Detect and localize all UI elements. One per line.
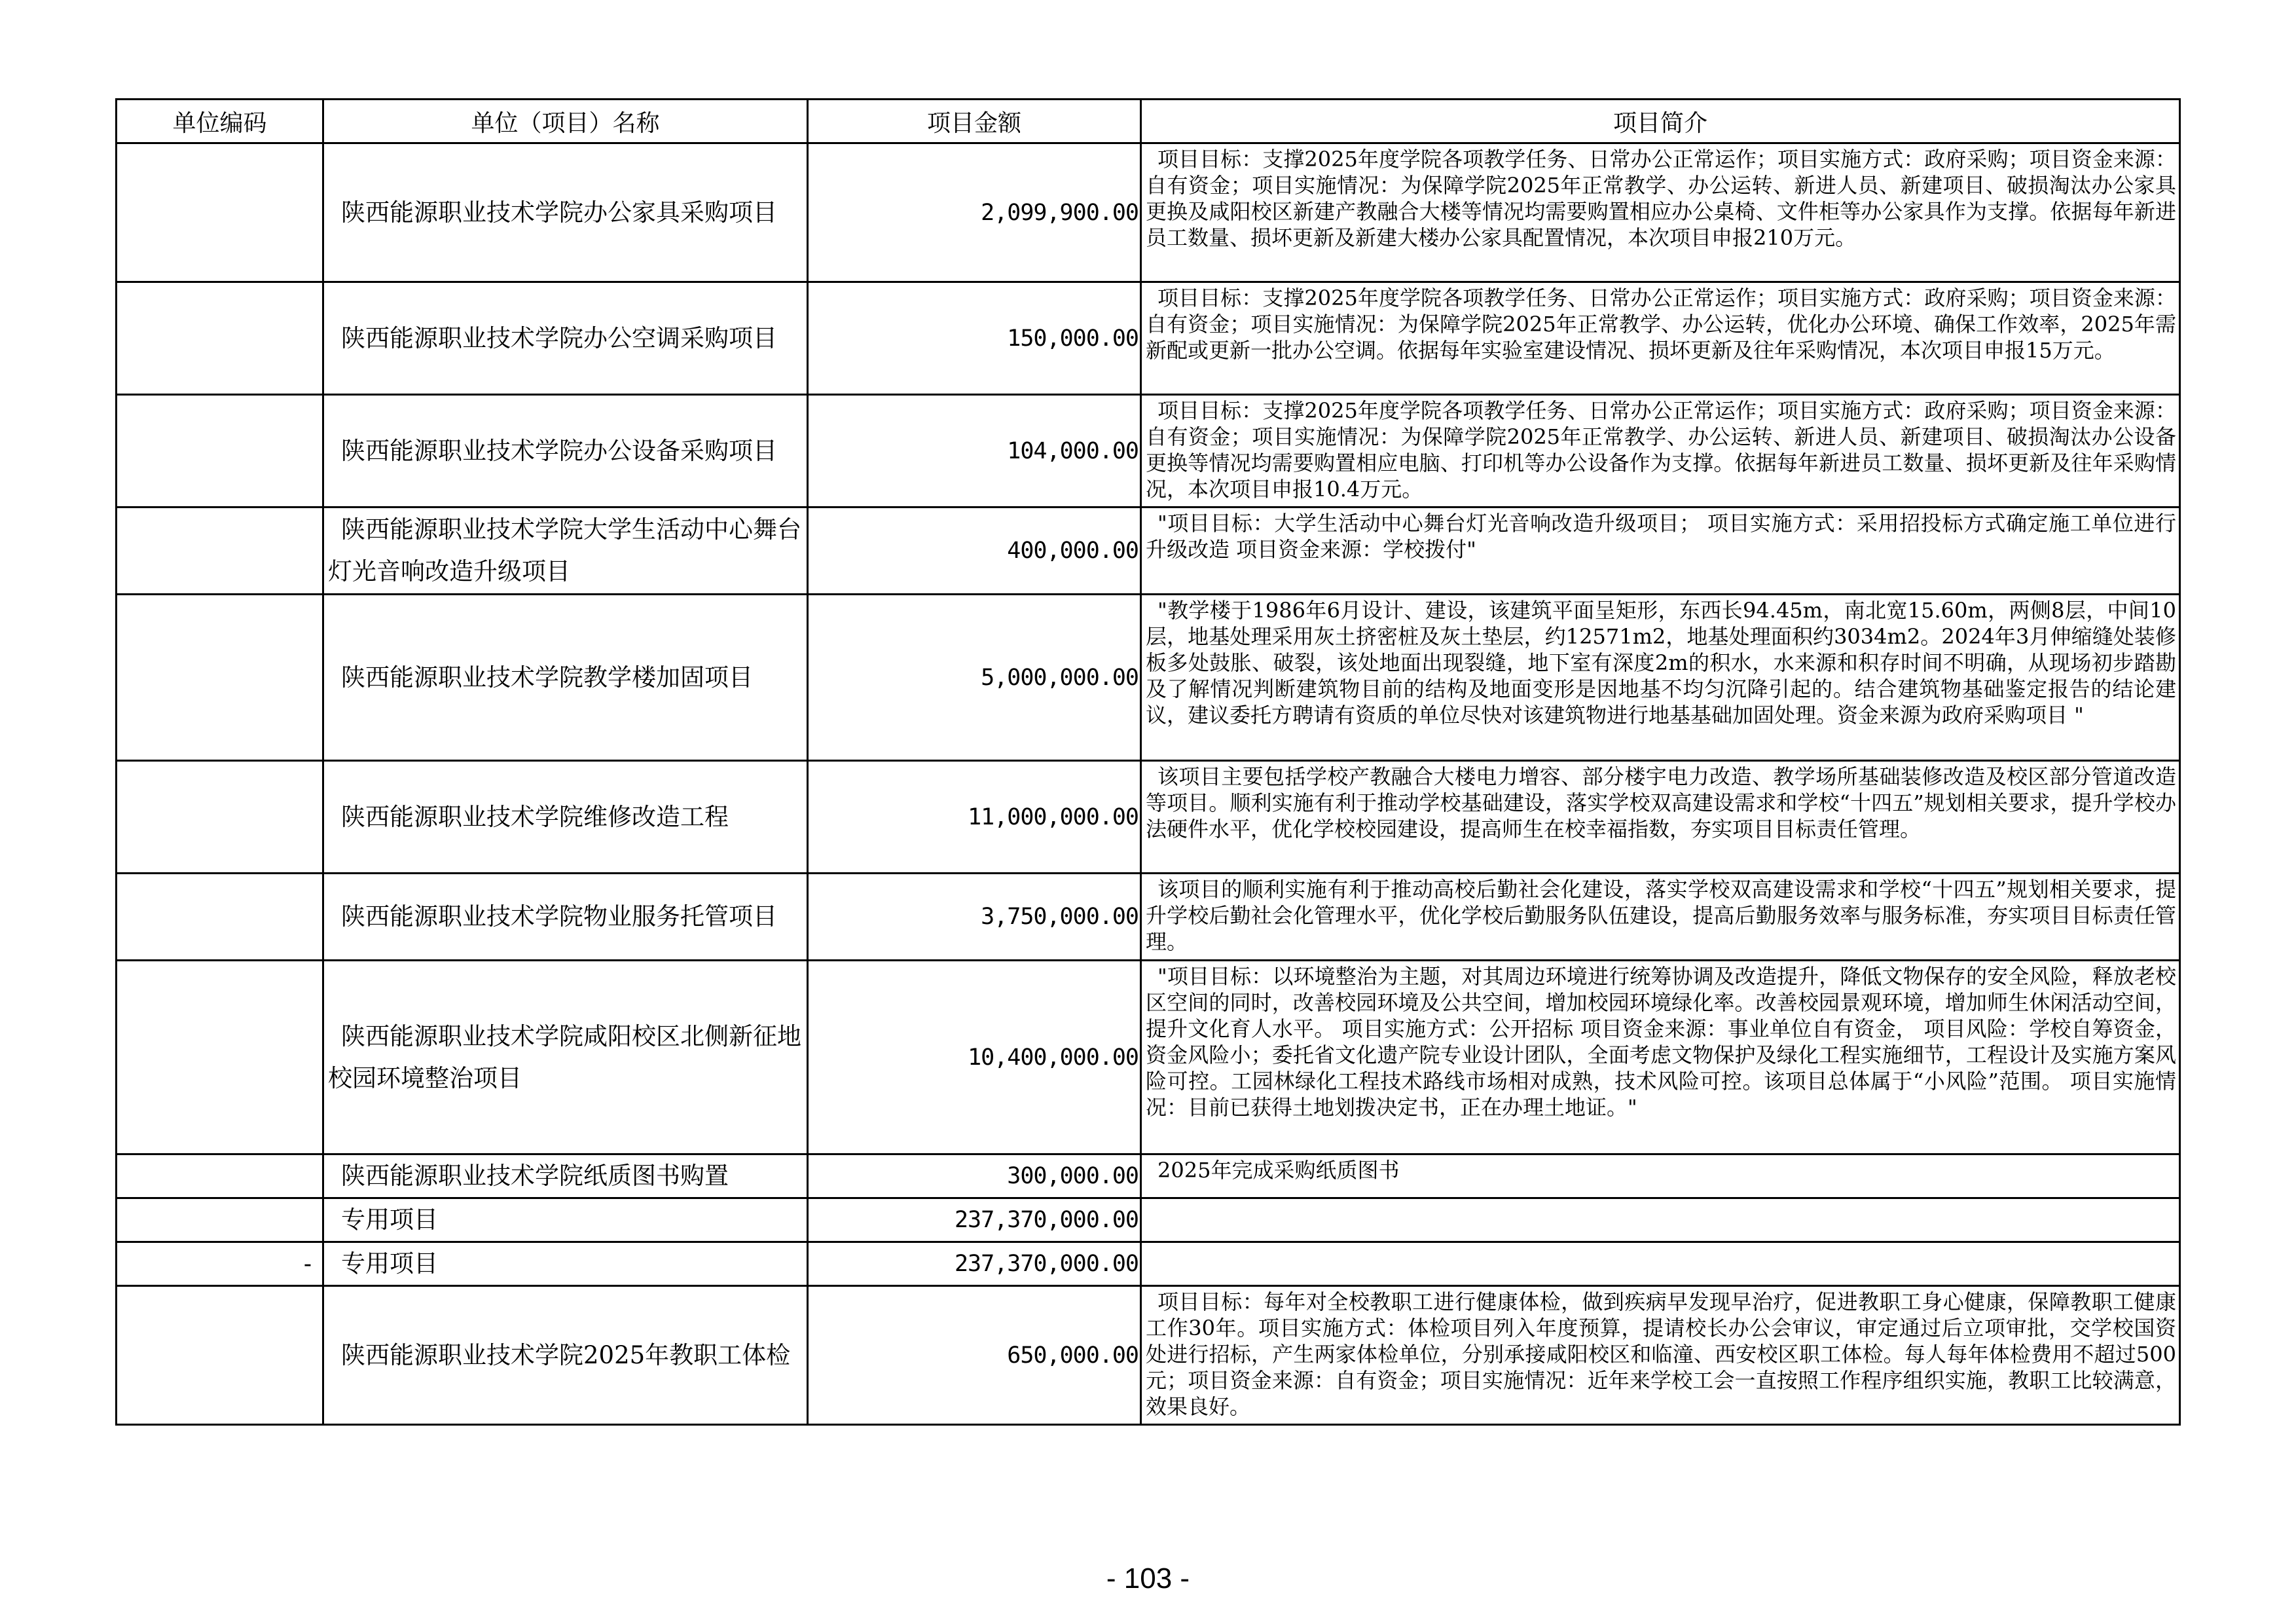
project-name-cell: 陕西能源职业技术学院2025年教职工体检 <box>323 1286 808 1425</box>
table-row <box>117 282 2180 395</box>
project-name-cell: 陕西能源职业技术学院教学楼加固项目 <box>323 595 808 761</box>
unit-code-cell <box>117 961 323 1154</box>
project-name-cell: 陕西能源职业技术学院办公设备采购项目 <box>323 395 808 507</box>
project-name-cell: 专用项目 <box>323 1242 808 1286</box>
unit-code-cell <box>117 507 323 595</box>
header-unit-name: 单位（项目）名称 <box>323 100 808 143</box>
unit-code-cell <box>117 143 323 282</box>
table-row <box>117 1198 2180 1242</box>
project-name-cell: 陕西能源职业技术学院咸阳校区北侧新征地校园环境整治项目 <box>323 961 808 1154</box>
project-amount-cell: 237,370,000.00 <box>808 1242 1141 1286</box>
unit-code-cell: - <box>117 1242 323 1286</box>
header-unit-code: 单位编码 <box>117 100 323 143</box>
project-description-cell: 项目目标：支撑2025年度学院各项教学任务、日常办公正常运作；项目实施方式：政府采购；项目资金来源：自有资金；项目实施情况：为保障学院2025年正常教学、办公运转、新进人员、新建项目、破损淘汰办公家具更换及咸阳校区新建产教融合大楼等情况均需要购置相应办公桌椅、文件柜等办公家具作为支撑。依据每年新进员工数量、损坏更新及新建大楼办公家具配置情况，本次项目申报210万元。 <box>1141 143 2180 282</box>
table-row <box>117 595 2180 761</box>
project-name-cell: 陕西能源职业技术学院办公空调采购项目 <box>323 282 808 395</box>
project-description-cell <box>1141 1242 2180 1286</box>
table-row <box>117 1242 2180 1286</box>
table-row <box>117 961 2180 1154</box>
project-description-cell: "项目目标：以环境整治为主题，对其周边环境进行统筹协调及改造提升，降低文物保存的安全风险，释放老校区空间的同时，改善校园环境及公共空间，增加校园环境绿化率。改善校园景观环境，增加师生休闲活动空间，提升文化育人水平。 项目实施方式：公开招标 项目资金来源：事业单位自有资金， 项目风险：学校自筹资金，资金风险小；委托省文化遗产院专业设计团队，全面考虑文物保护及绿化工程实施细节，工程设计及实施方案风险可控。工园林绿化工程技术路线市场相对成熟，技术风险可控。该项目总体属于“小风险”范围。 项目实施情况：目前已获得土地划拨决定书，正在办理土地证。" <box>1141 961 2180 1154</box>
header-project-amount: 项目金额 <box>808 100 1141 143</box>
project-amount-cell: 300,000.00 <box>808 1154 1141 1198</box>
project-description-cell: 2025年完成采购纸质图书 <box>1141 1154 2180 1198</box>
project-description-cell <box>1141 1198 2180 1242</box>
table-row <box>117 1154 2180 1198</box>
project-description-cell: "教学楼于1986年6月设计、建设，该建筑平面呈矩形，东西长94.45m，南北宽15.60m，两侧8层，中间10层，地基处理采用灰土挤密桩及灰土垫层，约12571m2，地基处理面积约3034m2。2024年3月伸缩缝处装修板多处鼓胀、破裂，该处地面出现裂缝，地下室有深度2m的积水，水来源和积存时间不明确，从现场初步踏勘及了解情况判断建筑物目前的结构及地面变形是因地基不均匀沉降引起的。结合建筑物基础鉴定报告的结论建议，建议委托方聘请有资质的单位尽快对该建筑物进行地基基础加固处理。资金来源为政府采购项目 " <box>1141 595 2180 761</box>
unit-code-cell <box>117 761 323 874</box>
project-name-cell: 陕西能源职业技术学院办公家具采购项目 <box>323 143 808 282</box>
table-row <box>117 395 2180 507</box>
project-name-cell: 陕西能源职业技术学院维修改造工程 <box>323 761 808 874</box>
page-number: - 103 - <box>1106 1562 1190 1595</box>
unit-code-cell <box>117 1198 323 1242</box>
project-amount-cell: 2,099,900.00 <box>808 143 1141 282</box>
unit-code-cell <box>117 874 323 961</box>
project-amount-cell: 3,750,000.00 <box>808 874 1141 961</box>
project-description-cell: 该项目的顺利实施有利于推动高校后勤社会化建设，落实学校双高建设需求和学校“十四五”规划相关要求，提升学校后勤社会化管理水平，优化学校后勤服务队伍建设，提高后勤服务效率与服务标准，夯实项目目标责任管理。 <box>1141 874 2180 961</box>
project-name-cell: 专用项目 <box>323 1198 808 1242</box>
table-row <box>117 507 2180 595</box>
unit-code-cell <box>117 395 323 507</box>
project-amount-cell: 650,000.00 <box>808 1286 1141 1425</box>
project-description-cell: 项目目标：每年对全校教职工进行健康体检，做到疾病早发现早治疗，促进教职工身心健康，保障教职工健康工作30年。项目实施方式：体检项目列入年度预算，提请校长办公会审议，审定通过后立项审批，交学校国资处进行招标，产生两家体检单位，分别承接咸阳校区和临潼、西安校区职工体检。每人每年体检费用不超过500元；项目资金来源：自有资金；项目实施情况：近年来学校工会一直按照工作程序组织实施，教职工比较满意，效果良好。 <box>1141 1286 2180 1425</box>
table-row <box>117 1286 2180 1425</box>
project-name-cell: 陕西能源职业技术学院物业服务托管项目 <box>323 874 808 961</box>
project-amount-cell: 150,000.00 <box>808 282 1141 395</box>
table-row <box>117 874 2180 961</box>
project-name-cell: 陕西能源职业技术学院大学生活动中心舞台灯光音响改造升级项目 <box>323 507 808 595</box>
project-name-cell: 陕西能源职业技术学院纸质图书购置 <box>323 1154 808 1198</box>
unit-code-cell <box>117 1286 323 1425</box>
table-header-row <box>117 100 2180 143</box>
project-amount-cell: 237,370,000.00 <box>808 1198 1141 1242</box>
project-amount-cell: 104,000.00 <box>808 395 1141 507</box>
unit-code-cell <box>117 595 323 761</box>
unit-code-cell <box>117 282 323 395</box>
unit-code-cell <box>117 1154 323 1198</box>
table-row <box>117 761 2180 874</box>
project-amount-cell: 11,000,000.00 <box>808 761 1141 874</box>
project-description-cell: "项目目标：大学生活动中心舞台灯光音响改造升级项目； 项目实施方式：采用招投标方式确定施工单位进行升级改造 项目资金来源：学校拨付" <box>1141 507 2180 595</box>
project-amount-cell: 10,400,000.00 <box>808 961 1141 1154</box>
project-description-cell: 该项目主要包括学校产教融合大楼电力增容、部分楼宇电力改造、教学场所基础装修改造及校区部分管道改造等项目。顺利实施有利于推动学校基础建设，落实学校双高建设需求和学校“十四五”规划相关要求，提升学校办法硬件水平，优化学校校园建设，提高师生在校幸福指数，夯实项目目标责任管理。 <box>1141 761 2180 874</box>
project-description-cell: 项目目标：支撑2025年度学院各项教学任务、日常办公正常运作；项目实施方式：政府采购；项目资金来源：自有资金；项目实施情况：为保障学院2025年正常教学、办公运转，优化办公环境、确保工作效率，2025年需新配或更新一批办公空调。依据每年实验室建设情况、损坏更新及往年采购情况，本次项目申报15万元。 <box>1141 282 2180 395</box>
project-amount-cell: 5,000,000.00 <box>808 595 1141 761</box>
budget-table <box>115 98 2181 1426</box>
project-description-cell: 项目目标：支撑2025年度学院各项教学任务、日常办公正常运作；项目实施方式：政府采购；项目资金来源：自有资金；项目实施情况：为保障学院2025年正常教学、办公运转、新进人员、新建项目、破损淘汰办公设备更换等情况均需要购置相应电脑、打印机等办公设备作为支撑。依据每年新进员工数量、损坏更新及往年采购情况，本次项目申报10.4万元。 <box>1141 395 2180 507</box>
header-project-description: 项目简介 <box>1141 100 2180 143</box>
table-row <box>117 143 2180 282</box>
project-amount-cell: 400,000.00 <box>808 507 1141 595</box>
